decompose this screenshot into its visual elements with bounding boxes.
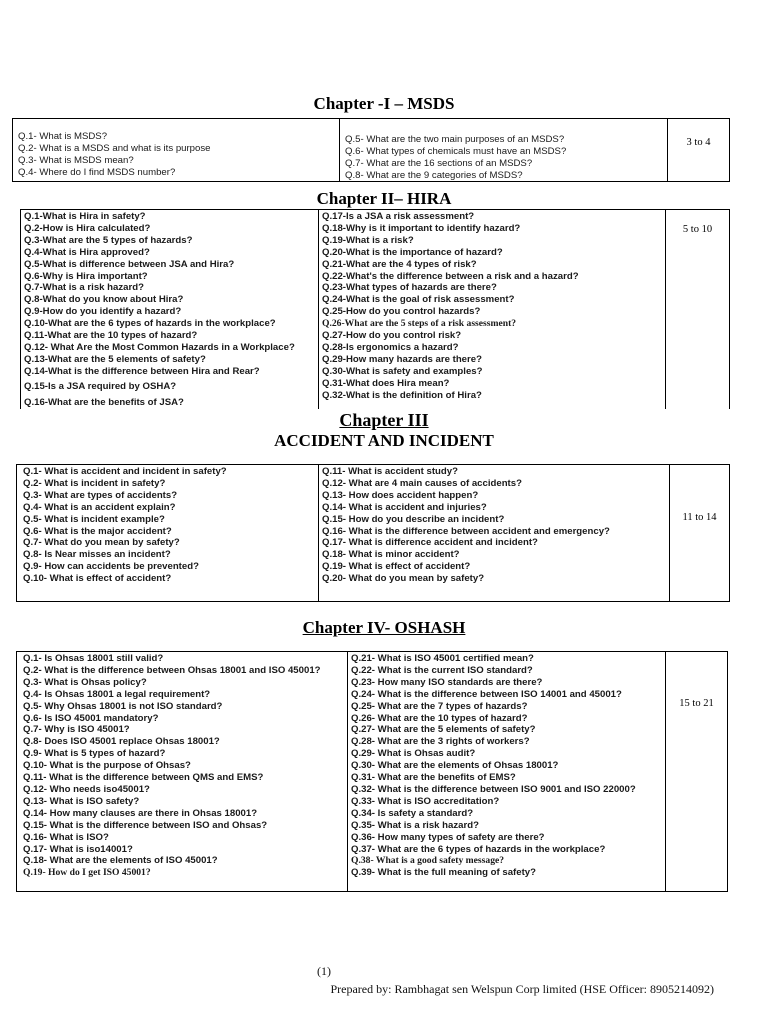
- question: Q.5- What is incident example?: [23, 513, 165, 525]
- question: Q.29- What is Ohsas audit?: [351, 748, 476, 760]
- question: Q.11-What are the 10 types of hazard?: [24, 330, 198, 342]
- question: Q.1-What is Hira in safety?: [24, 211, 146, 222]
- question: Q.20- What do you mean by safety?: [322, 573, 485, 585]
- question: Q.8- Is Near misses an incident?: [23, 549, 171, 561]
- question: Q.7-What is a risk hazard?: [24, 282, 144, 294]
- question: Q.16- What is ISO?: [23, 831, 109, 843]
- chapter3-title: Chapter III: [339, 410, 429, 430]
- chapter4-right-col: [348, 652, 666, 891]
- question: Q.23- How many ISO standards are there?: [351, 676, 543, 688]
- question: Q.16- What is the difference between accident and emergency?: [322, 525, 610, 537]
- question: Q.6- What types of chemicals must have an MSDS?: [345, 145, 567, 157]
- question: Q.13- What is ISO safety?: [23, 795, 140, 807]
- question: Q.19- How do I get ISO 45001?: [23, 867, 151, 879]
- question: Q.12- Who needs iso45001?: [23, 783, 150, 795]
- question: Q.1- Is Ohsas 18001 still valid?: [23, 653, 164, 664]
- question: Q.19- What is effect of accident?: [322, 561, 471, 573]
- question: Q.27-How do you control risk?: [322, 330, 462, 342]
- question: Q.15- What is the difference between ISO and Ohsas?: [23, 819, 268, 831]
- question: Q.6- What is the major accident?: [23, 525, 172, 537]
- question: Q.1- What is accident and incident in safety?: [23, 466, 227, 477]
- question: Q.17-Is a JSA a risk assessment?: [322, 211, 475, 222]
- question: Q.22- What is the current ISO standard?: [351, 664, 533, 676]
- question: Q.31-What does Hira mean?: [322, 377, 450, 389]
- question: Q.6- Is ISO 45001 mandatory?: [23, 712, 159, 724]
- question: Q.15- How do you describe an incident?: [322, 513, 505, 525]
- question: Q.3- What are types of accidents?: [23, 489, 178, 501]
- question: Q.28- What are the 3 rights of workers?: [351, 736, 530, 748]
- question: Q.12- What Are the Most Common Hazards in a Workplace?: [24, 341, 295, 353]
- question: Q.10- What is the purpose of Ohsas?: [23, 760, 191, 772]
- question: Q.24- What is the difference between ISO 14001 and 45001?: [351, 688, 622, 700]
- prepared-by: Prepared by: Rambhagat sen Welspun Corp limited (HSE Officer: 8905214092): [330, 982, 714, 996]
- question: Q.38- What is a good safety message?: [351, 855, 505, 867]
- question: Q.3-What are the 5 types of hazards?: [24, 234, 193, 246]
- question: Q.7- What are the 16 sections of an MSDS?: [345, 157, 533, 169]
- question: Q.5- Why Ohsas 18001 is not ISO standard?: [23, 700, 223, 712]
- question: Q.13- How does accident happen?: [322, 489, 479, 501]
- question: Q.33- What is ISO accreditation?: [351, 795, 500, 807]
- question: Q.5-What is difference between JSA and Hira?: [24, 258, 235, 270]
- question: Q.8- Does ISO 45001 replace Ohsas 18001?: [23, 736, 220, 748]
- question: Q.21- What is ISO 45001 certified mean?: [351, 653, 534, 664]
- chapter2-right-col: [319, 210, 666, 409]
- question: Q.6-Why is Hira important?: [24, 270, 148, 282]
- question: Q.3- What is Ohsas policy?: [23, 676, 147, 688]
- question: Q.36- How many types of safety are there?: [351, 831, 545, 843]
- chapter2-title: Chapter II– HIRA: [316, 189, 452, 208]
- question: Q.17- What is iso14001?: [23, 843, 133, 855]
- question: Q.25-How do you control hazards?: [322, 306, 481, 318]
- question: Q.5- What are the two main purposes of an MSDS?: [345, 134, 565, 145]
- question: Q.27- What are the 5 elements of safety?: [351, 724, 536, 736]
- question: Q.21-What are the 4 types of risk?: [322, 258, 477, 270]
- question: Q.37- What are the 6 types of hazards in the workplace?: [351, 843, 606, 855]
- question: Q.16-What are the benefits of JSA?: [24, 396, 184, 408]
- question: Q.31- What are the benefits of EMS?: [351, 772, 516, 784]
- question: Q.30- What are the elements of Ohsas 18001?: [351, 760, 559, 772]
- chapter1-table: [12, 118, 730, 182]
- question: Q.11- What is the difference between QMS and EMS?: [23, 772, 264, 784]
- question: Q.4- Is Ohsas 18001 a legal requirement?: [23, 688, 211, 700]
- question: Q.4-What is Hira approved?: [24, 246, 150, 258]
- question: Q.29-How many hazards are there?: [322, 353, 482, 365]
- question: Q.17- What is difference accident and incident?: [322, 537, 538, 549]
- question: Q.22-What's the difference between a risk and a hazard?: [322, 270, 579, 282]
- question: Q.4- Where do I find MSDS number?: [18, 166, 176, 178]
- chapter1-pages: 3 to 4: [686, 137, 711, 148]
- chapter2-left-col: [21, 210, 319, 409]
- question: Q.32- What is the difference between ISO 9001 and ISO 22000?: [351, 783, 636, 795]
- question: Q.32-What is the definition of Hira?: [322, 389, 482, 401]
- question: Q.2- What is a MSDS and what is its purpose: [18, 142, 211, 154]
- question: Q.8-What do you know about Hira?: [24, 294, 184, 306]
- question: Q.23-What types of hazards are there?: [322, 282, 497, 294]
- chapter1-title: Chapter -I – MSDS: [313, 94, 455, 113]
- question: Q.3- What is MSDS mean?: [18, 154, 134, 166]
- chapter2-table: [20, 209, 730, 409]
- chapter3-left-col: [17, 465, 319, 601]
- question: Q.26-What are the 5 steps of a risk assessment?: [322, 318, 517, 330]
- question: Q.14- What is accident and injuries?: [322, 501, 487, 513]
- question: Q.10- What is effect of accident?: [23, 573, 172, 585]
- question: Q.2-How is Hira calculated?: [24, 222, 151, 234]
- chapter4-title: Chapter IV- OSHASH: [302, 618, 466, 637]
- question: Q.9- How can accidents be prevented?: [23, 561, 199, 573]
- question: Q.1- What is MSDS?: [18, 131, 108, 142]
- question: Q.10-What are the 6 types of hazards in the workplace?: [24, 318, 276, 330]
- chapter4-table: [16, 651, 728, 892]
- question: Q.35- What is a risk hazard?: [351, 819, 479, 831]
- question: Q.7- What do you mean by safety?: [23, 537, 180, 549]
- question: Q.14- How many clauses are there in Ohsas 18001?: [23, 807, 258, 819]
- chapter3-pages: 11 to 14: [682, 512, 717, 523]
- question: Q.11- What is accident study?: [322, 466, 458, 477]
- question: Q.9- What is 5 types of hazard?: [23, 748, 166, 760]
- question: Q.20-What is the importance of hazard?: [322, 246, 503, 258]
- chapter2-pages: 5 to 10: [682, 224, 713, 235]
- question: Q.18-Why is it important to identify hazard?: [322, 222, 521, 234]
- question: Q.2- What is the difference between Ohsas 18001 and ISO 45001?: [23, 664, 321, 676]
- question: Q.13-What are the 5 elements of safety?: [24, 353, 206, 365]
- question: Q.18- What is minor accident?: [322, 549, 460, 561]
- question: Q.7- Why is ISO 45001?: [23, 724, 130, 736]
- question: Q.34- Is safety a standard?: [351, 807, 474, 819]
- question: Q.8- What are the 9 categories of MSDS?: [345, 169, 523, 181]
- question: Q.15-Is a JSA required by OSHA?: [24, 380, 177, 392]
- chapter1-left-col: [13, 119, 340, 181]
- chapter1-right-col: [340, 119, 668, 181]
- question: Q.18- What are the elements of ISO 45001?: [23, 855, 218, 867]
- question: Q.2- What is incident in safety?: [23, 477, 166, 489]
- question: Q.30-What is safety and examples?: [322, 365, 483, 377]
- chapter4-left-col: [17, 652, 348, 891]
- chapter3-right-col: [319, 465, 670, 601]
- question: Q.4- What is an accident explain?: [23, 501, 176, 513]
- question: Q.26- What are the 10 types of hazard?: [351, 712, 528, 724]
- question: Q.14-What is the difference between Hira and Rear?: [24, 365, 260, 377]
- chapter4-pages: 15 to 21: [679, 698, 714, 709]
- chapter3-subtitle: ACCIDENT AND INCIDENT: [274, 431, 494, 450]
- question: Q.28-Is ergonomics a hazard?: [322, 341, 459, 353]
- page-number: (1): [317, 964, 331, 978]
- question: Q.24-What is the goal of risk assessment?: [322, 294, 515, 306]
- question: Q.9-How do you identify a hazard?: [24, 306, 182, 318]
- question: Q.39- What is the full meaning of safety?: [351, 867, 536, 879]
- chapter3-table: [16, 464, 730, 602]
- question: Q.19-What is a risk?: [322, 234, 414, 246]
- question: Q.12- What are 4 main causes of accidents?: [322, 477, 522, 489]
- question: Q.25- What are the 7 types of hazards?: [351, 700, 528, 712]
